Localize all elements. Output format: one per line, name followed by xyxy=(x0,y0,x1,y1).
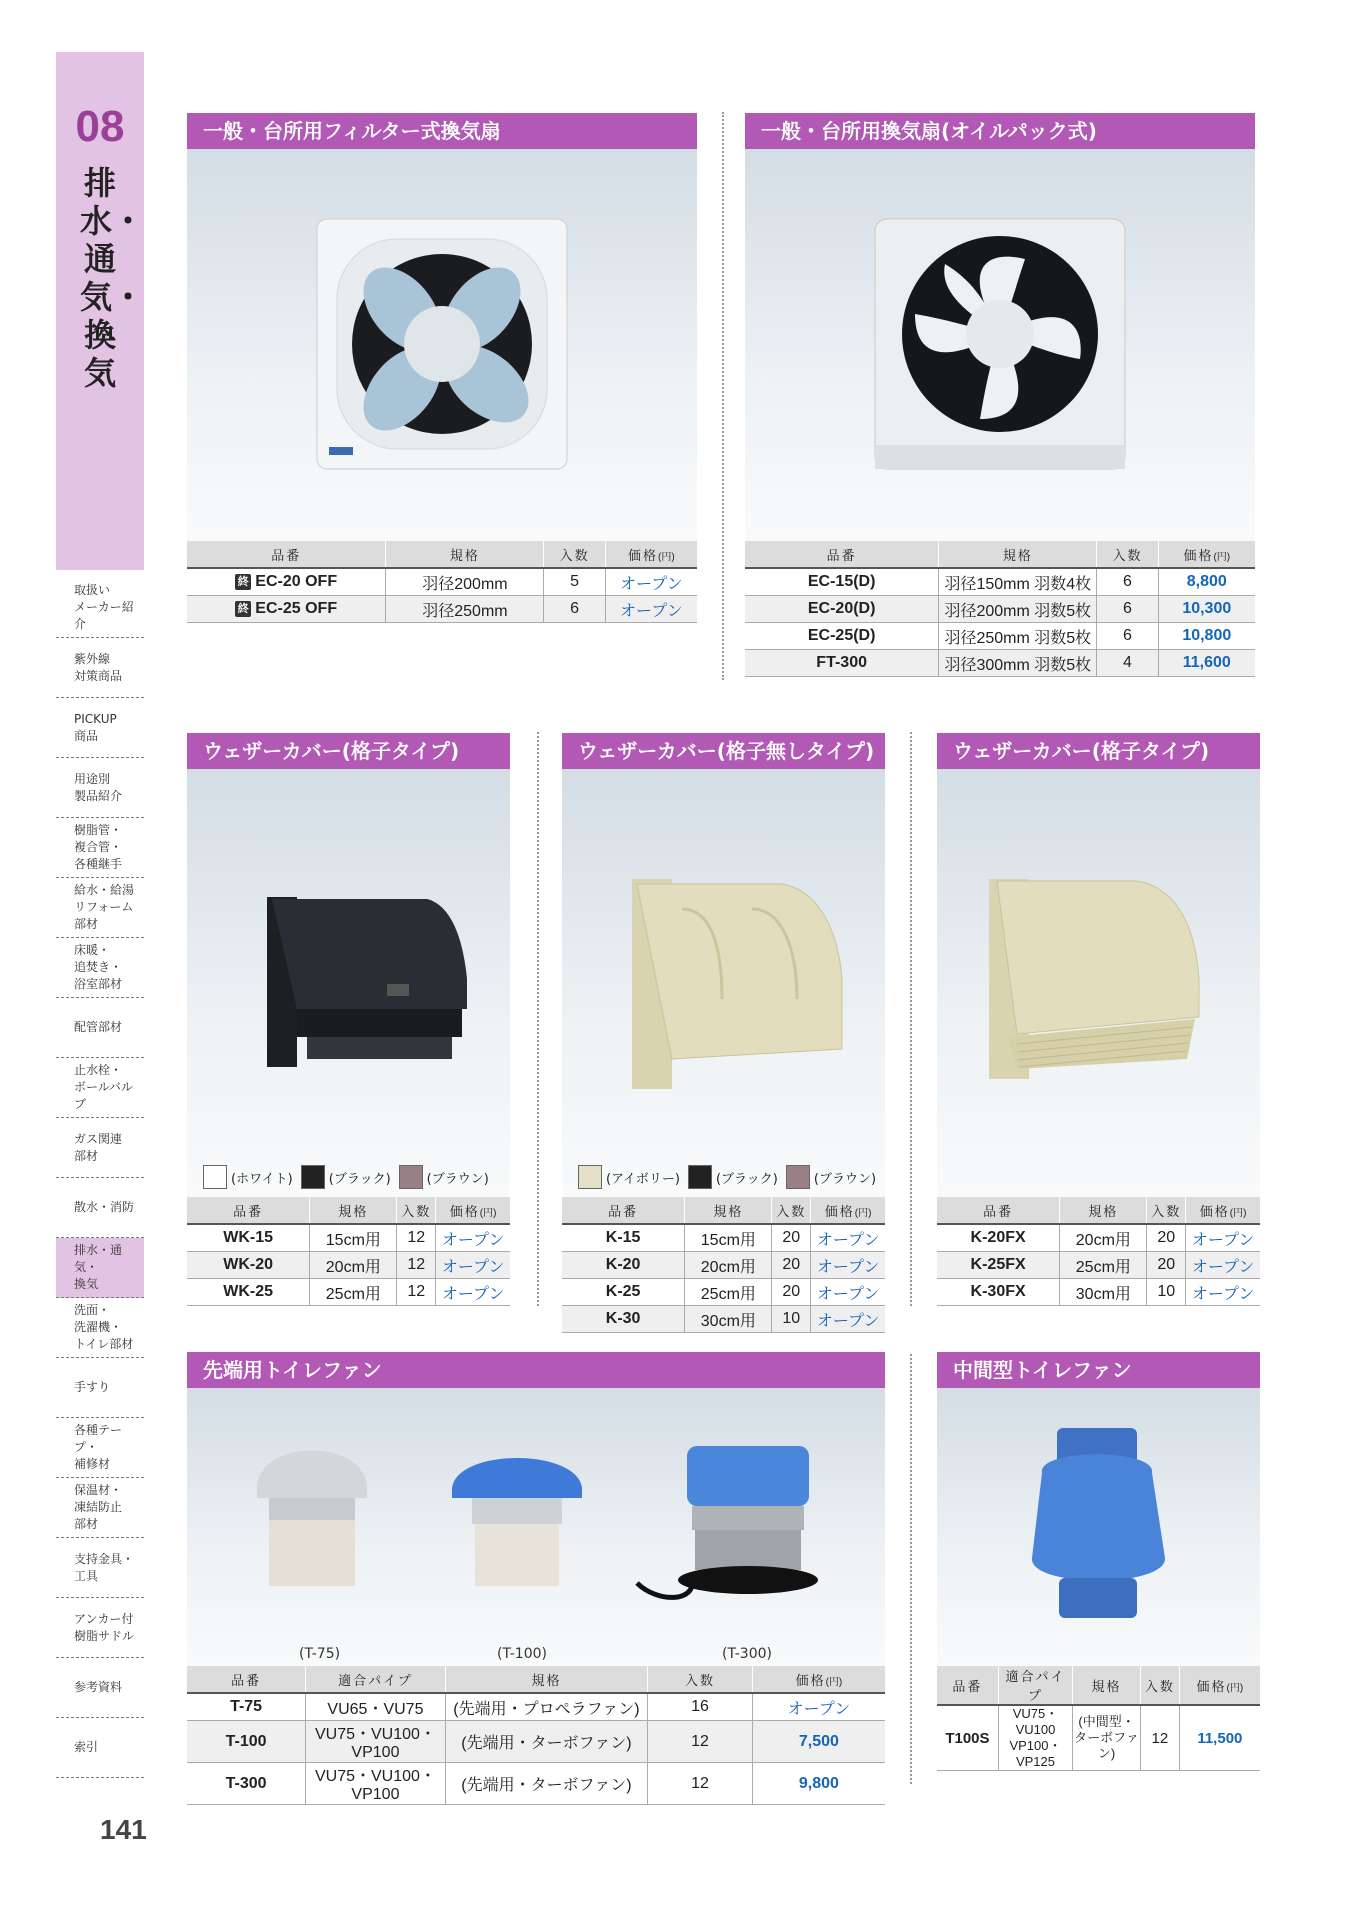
table-row: T100S VU75・VU100 VP100・VP125 (中間型・ ターボファン) 12 11,500 xyxy=(937,1705,1260,1771)
swatch-label: (アイボリー) xyxy=(606,1171,680,1187)
color-swatches xyxy=(203,1165,495,1189)
col-header: 品番 xyxy=(745,541,939,568)
weather-cover-ivory-image xyxy=(562,769,885,1197)
column-divider xyxy=(910,1354,912,1784)
swatch-label: (ブラウン) xyxy=(813,1171,877,1187)
filter-fan-image xyxy=(187,149,697,541)
table-row: EC-25(D) 羽径250mm 羽数5枚 6 10,800 xyxy=(745,623,1255,650)
photo-caption: (T-100) xyxy=(497,1646,547,1662)
chapter-tab xyxy=(56,52,144,570)
section-toilet-mid-fan xyxy=(937,1352,1260,1771)
sidebar-nav-item[interactable]: 取扱い メーカー紹介 xyxy=(56,578,144,638)
col-header: 価格(円) xyxy=(811,1197,885,1224)
product-photo xyxy=(187,1388,885,1666)
photo-caption: (T-75) xyxy=(299,1646,341,1662)
sidebar-nav-item[interactable]: 用途別 製品紹介 xyxy=(56,758,144,818)
col-header: 規格 xyxy=(386,541,544,568)
sidebar-nav-item[interactable]: 索引 xyxy=(56,1718,144,1778)
sidebar-nav-item[interactable]: 洗面・ 洗濯機・ トイレ部材 xyxy=(56,1298,144,1358)
table-row: K-30FX 30cm用 10 オープン xyxy=(937,1279,1260,1306)
col-header: 入数 xyxy=(397,1197,436,1224)
col-header: 価格(円) xyxy=(1158,541,1255,568)
product-photo xyxy=(187,769,510,1197)
col-header: 適合パイプ xyxy=(998,1666,1072,1705)
column-divider xyxy=(910,732,912,1306)
sidebar-nav-item[interactable]: 支持金具・ 工具 xyxy=(56,1538,144,1598)
sidebar-nav-item[interactable]: 手すり xyxy=(56,1358,144,1418)
table-row: K-25FX 25cm用 20 オープン xyxy=(937,1252,1260,1279)
product-photo xyxy=(937,769,1260,1197)
col-header: 品番 xyxy=(937,1197,1060,1224)
table-row: K-30 30cm用 10 オープン xyxy=(562,1306,885,1333)
col-header: 入数 xyxy=(648,1666,753,1693)
spec-table xyxy=(187,1197,510,1306)
spec-table xyxy=(562,1197,885,1333)
section-weather-kfx xyxy=(937,733,1260,1306)
col-header: 規格 xyxy=(445,1666,647,1693)
section-title: ウェザーカバー(格子タイプ) xyxy=(937,733,1260,769)
swatch-label: (ホワイト) xyxy=(231,1171,293,1187)
section-weather-k xyxy=(562,733,885,1333)
table-row: K-20FX 20cm用 20 オープン xyxy=(937,1224,1260,1252)
table-row: T-100 VU75・VU100・VP100 (先端用・ターボファン) 12 7,500 xyxy=(187,1721,885,1763)
sidebar-nav-item[interactable]: 止水栓・ ボールバルブ xyxy=(56,1058,144,1118)
col-header: 規格 xyxy=(310,1197,397,1224)
sidebar-nav-item[interactable]: 参考資料 xyxy=(56,1658,144,1718)
toilet-fans-image xyxy=(187,1388,885,1666)
section-filter-fan xyxy=(187,113,697,623)
section-title: 一般・台所用フィルター式換気扇 xyxy=(187,113,697,149)
table-row: EC-20(D) 羽径200mm 羽数5枚 6 10,300 xyxy=(745,596,1255,623)
color-swatches xyxy=(578,1165,882,1189)
color-swatch xyxy=(688,1165,712,1189)
col-header: 品番 xyxy=(937,1666,998,1705)
discontinued-mark: 終 xyxy=(235,601,251,617)
section-title: 先端用トイレファン xyxy=(187,1352,885,1388)
spec-table xyxy=(187,541,697,623)
color-swatch xyxy=(399,1165,423,1189)
table-row: 終 EC-25 OFF 羽径250mm 6 オープン xyxy=(187,596,697,623)
page-number: 141 xyxy=(100,1814,147,1845)
col-header: 品番 xyxy=(187,1197,310,1224)
col-header: 入数 xyxy=(772,1197,811,1224)
sidebar-nav-item[interactable]: アンカー付 樹脂サドル xyxy=(56,1598,144,1658)
weather-cover-grille-image xyxy=(937,769,1260,1197)
sidebar-nav-item[interactable]: 各種テープ・ 補修材 xyxy=(56,1418,144,1478)
sidebar-nav-item[interactable]: PICKUP 商品 xyxy=(56,698,144,758)
color-swatch xyxy=(203,1165,227,1189)
product-photo xyxy=(187,149,697,541)
section-title: ウェザーカバー(格子タイプ) xyxy=(187,733,510,769)
table-row: K-25 25cm用 20 オープン xyxy=(562,1279,885,1306)
spec-table xyxy=(745,541,1255,677)
col-header: 品番 xyxy=(187,1666,306,1693)
table-row: WK-15 15cm用 12 オープン xyxy=(187,1224,510,1252)
col-header: 入数 xyxy=(544,541,605,568)
section-title: 中間型トイレファン xyxy=(937,1352,1260,1388)
product-photo xyxy=(937,1388,1260,1666)
product-photo xyxy=(745,149,1255,541)
table-row: FT-300 羽径300mm 羽数5枚 4 11,600 xyxy=(745,650,1255,677)
col-header: 規格 xyxy=(1073,1666,1141,1705)
product-photo xyxy=(562,769,885,1197)
mid-toilet-fan-image xyxy=(937,1388,1260,1666)
color-swatch xyxy=(786,1165,810,1189)
sidebar-nav-item[interactable]: 給水・給湯 リフォーム 部材 xyxy=(56,878,144,938)
col-header: 価格(円) xyxy=(1186,1197,1260,1224)
sidebar-nav-item[interactable]: 保温材・ 凍結防止 部材 xyxy=(56,1478,144,1538)
sidebar-nav-item[interactable]: ガス関連 部材 xyxy=(56,1118,144,1178)
table-row: 終 EC-20 OFF 羽径200mm 5 オープン xyxy=(187,568,697,596)
sidebar-nav-item[interactable]: 排水・通気・ 換気 xyxy=(56,1238,144,1298)
col-header: 規格 xyxy=(1060,1197,1147,1224)
col-header: 適合パイプ xyxy=(306,1666,446,1693)
col-header: 規格 xyxy=(685,1197,772,1224)
swatch-label: (ブラック) xyxy=(328,1171,391,1187)
col-header: 品番 xyxy=(562,1197,685,1224)
photo-caption: (T-300) xyxy=(722,1646,772,1662)
col-header: 価格(円) xyxy=(605,541,697,568)
col-header: 規格 xyxy=(939,541,1097,568)
swatch-label: (ブラック) xyxy=(715,1171,778,1187)
sidebar-nav-item[interactable]: 紫外線 対策商品 xyxy=(56,638,144,698)
col-header: 価格(円) xyxy=(436,1197,510,1224)
chapter-number: 08 xyxy=(75,102,125,151)
oilpack-fan-image xyxy=(745,149,1255,541)
sidebar-nav-item[interactable]: 散水・消防 xyxy=(56,1178,144,1238)
color-swatch xyxy=(578,1165,602,1189)
table-row: T-75 VU65・VU75 (先端用・プロペラファン) 16 オープン xyxy=(187,1693,885,1721)
section-toilet-tip-fan xyxy=(187,1352,885,1805)
col-header: 入数 xyxy=(1097,541,1158,568)
weather-cover-black-image xyxy=(187,769,510,1197)
spec-table xyxy=(937,1666,1260,1771)
table-row: WK-20 20cm用 12 オープン xyxy=(187,1252,510,1279)
discontinued-mark: 終 xyxy=(235,574,251,590)
sidebar-nav-item[interactable]: 配管部材 xyxy=(56,998,144,1058)
col-header: 入数 xyxy=(1147,1197,1186,1224)
spec-table xyxy=(937,1197,1260,1306)
sidebar-nav xyxy=(56,578,144,1778)
col-header: 品番 xyxy=(187,541,386,568)
table-row: K-20 20cm用 20 オープン xyxy=(562,1252,885,1279)
sidebar-nav-item[interactable]: 樹脂管・ 複合管・ 各種継手 xyxy=(56,818,144,878)
section-title: 一般・台所用換気扇(オイルパック式) xyxy=(745,113,1255,149)
column-divider xyxy=(537,732,539,1306)
swatch-label: (ブラウン) xyxy=(426,1171,489,1187)
chapter-title: 排水・通気・換気 xyxy=(80,164,145,392)
col-header: 入数 xyxy=(1140,1666,1179,1705)
sidebar-nav-item[interactable]: 床暖・ 追焚き・ 浴室部材 xyxy=(56,938,144,998)
table-row: EC-15(D) 羽径150mm 羽数4枚 6 8,800 xyxy=(745,568,1255,596)
table-row: WK-25 25cm用 12 オープン xyxy=(187,1279,510,1306)
section-title: ウェザーカバー(格子無しタイプ) xyxy=(562,733,885,769)
table-row: K-15 15cm用 20 オープン xyxy=(562,1224,885,1252)
section-oilpack-fan xyxy=(745,113,1255,677)
column-divider xyxy=(722,112,724,680)
spec-table xyxy=(187,1666,885,1805)
col-header: 価格(円) xyxy=(1179,1666,1260,1705)
table-row: T-300 VU75・VU100・VP100 (先端用・ターボファン) 12 9,800 xyxy=(187,1763,885,1805)
section-weather-wk xyxy=(187,733,510,1306)
col-header: 価格(円) xyxy=(752,1666,885,1693)
color-swatch xyxy=(301,1165,325,1189)
